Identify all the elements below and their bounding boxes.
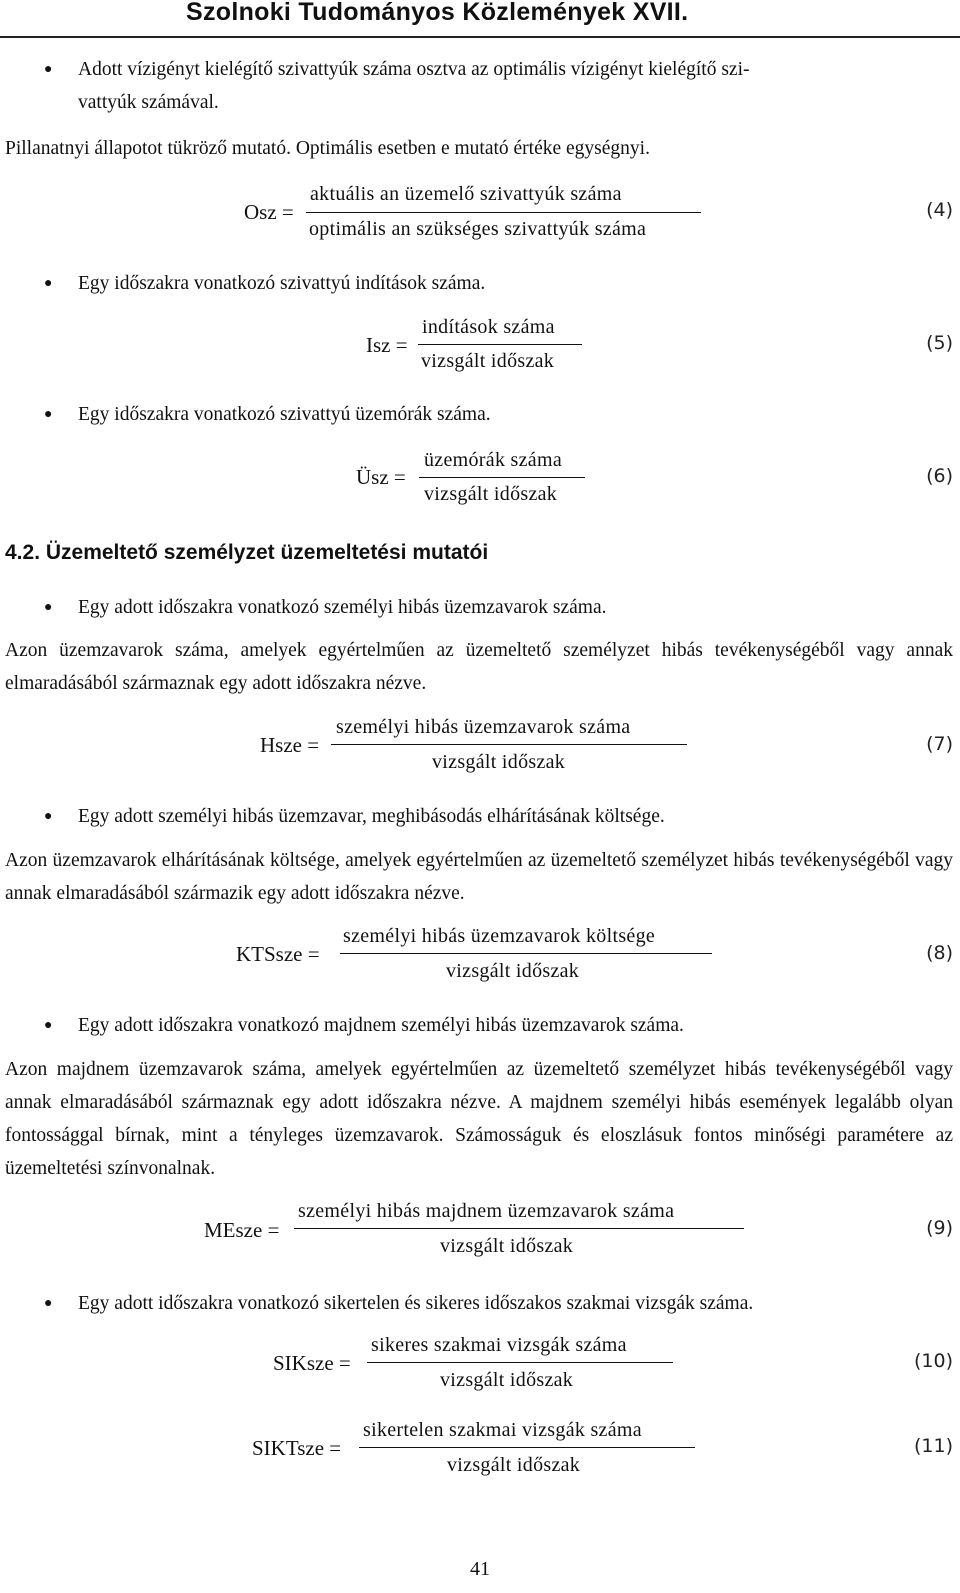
bullet-text: Egy adott időszakra vonatkozó sikertelen és sikeres időszakos szakmai vizsgák száma. — [78, 1293, 754, 1314]
equation-lhs: SIKTsze = — [252, 1436, 342, 1460]
header-rule — [0, 36, 960, 38]
fraction-line — [331, 744, 687, 745]
equation-denominator: vizsgált időszak — [447, 1454, 581, 1476]
fraction-line — [306, 212, 701, 213]
fraction-line — [359, 1447, 695, 1448]
equation-numerator: sikertelen szakmai vizsgák száma — [363, 1419, 642, 1441]
bullet-text: Egy adott személyi hibás üzemzavar, meghibásodás elhárításának költsége. — [78, 806, 665, 827]
bullet-icon: ● — [44, 276, 53, 291]
page-number: 41 — [470, 1558, 490, 1580]
running-header: Szolnoki Tudományos Közlemények XVII. — [186, 0, 689, 26]
equation-lhs: Isz = — [366, 333, 408, 357]
equation-number: (11) — [913, 1435, 953, 1457]
equation-numerator: személyi hibás majdnem üzemzavarok száma — [298, 1200, 675, 1222]
fraction-line — [340, 953, 712, 954]
fraction-line — [294, 1228, 744, 1229]
bullet-text: Egy időszakra vonatkozó szivattyú üzemórák száma. — [78, 404, 491, 425]
paragraph: Azon üzemzavarok elhárításának költsége, amelyek egyértelműen az üzemeltető személyzet hibás tevékenységéből vagy annak elmaradásából származik egy adott időszakra nézve. — [5, 850, 953, 904]
equation-lhs: KTSsze = — [236, 942, 320, 966]
fraction-line — [419, 477, 585, 478]
equation-lhs: Üsz = — [356, 465, 406, 489]
equation-denominator: vizsgált időszak — [424, 483, 558, 505]
bullet-icon: ● — [44, 600, 53, 615]
bullet-icon: ● — [44, 407, 53, 422]
bullet-icon: ● — [44, 1018, 53, 1033]
equation-numerator: indítások száma — [422, 316, 555, 338]
equation-numerator: sikeres szakmai vizsgák száma — [371, 1334, 627, 1356]
equation-denominator: optimális an szükséges szivattyúk száma — [309, 218, 647, 240]
equation-numerator: személyi hibás üzemzavarok száma — [336, 716, 631, 738]
section-heading: 4.2. Üzemeltető személyzet üzemeltetési mutatói — [5, 541, 489, 564]
bullet-icon: ● — [44, 1296, 53, 1311]
equation-number: (4) — [926, 199, 953, 221]
equation-denominator: vizsgált időszak — [421, 350, 555, 372]
bullet-icon: ● — [44, 809, 53, 824]
equation-number: (9) — [926, 1217, 953, 1239]
equation-lhs: Hsze = — [260, 733, 320, 757]
equation-numerator: üzemórák száma — [424, 449, 563, 471]
equation-denominator: vizsgált időszak — [446, 960, 580, 982]
equation-lhs: SIKsze = — [273, 1351, 351, 1375]
fraction-line — [418, 344, 582, 345]
equation-number: (6) — [926, 465, 953, 487]
bullet-text: vattyúk számával. — [78, 92, 219, 113]
fraction-line — [367, 1362, 673, 1363]
equation-numerator: személyi hibás üzemzavarok költsége — [343, 925, 656, 947]
bullet-text: Egy időszakra vonatkozó szivattyú indítások száma. — [78, 273, 486, 294]
bullet-text: Egy adott időszakra vonatkozó személyi hibás üzemzavarok száma. — [78, 597, 607, 618]
equation-numerator: aktuális an üzemelő szivattyúk száma — [310, 183, 622, 205]
paragraph: Azon majdnem üzemzavarok száma, amelyek egyértelműen az üzemeltető személyzet hibás tevékenységéből vagy annak elmaradásából származnak egy adott időszakra nézve. A majdnem személyi hibás események legalább olyan fontossággal bírnak, mint a tényleges üzemzavarok. Számosságuk és eloszlásuk fontos minőségi paramétere az üzemeltetési színvonalnak. — [5, 1059, 953, 1179]
equation-denominator: vizsgált időszak — [432, 751, 566, 773]
equation-lhs: Osz = — [244, 200, 294, 224]
bullet-text: Egy adott időszakra vonatkozó majdnem személyi hibás üzemzavarok száma. — [78, 1015, 684, 1036]
paragraph: Azon üzemzavarok száma, amelyek egyértelműen az üzemeltető személyzet hibás tevékenységéből vagy annak elmaradásából származnak egy adott időszakra nézve. — [5, 640, 953, 694]
equation-number: (7) — [926, 733, 953, 755]
equation-number: (8) — [926, 942, 953, 964]
equation-lhs: MEsze = — [204, 1218, 280, 1242]
equation-number: (5) — [926, 332, 953, 354]
equation-number: (10) — [913, 1350, 953, 1372]
bullet-text: Adott vízigényt kielégítő szivattyúk száma osztva az optimális vízigényt kielégítő szi- — [78, 59, 750, 80]
equation-denominator: vizsgált időszak — [440, 1369, 574, 1391]
paragraph: Pillanatnyi állapotot tükröző mutató. Optimális esetben e mutató értéke egységnyi. — [5, 138, 650, 159]
bullet-icon: ● — [44, 62, 53, 77]
equation-denominator: vizsgált időszak — [440, 1235, 574, 1257]
